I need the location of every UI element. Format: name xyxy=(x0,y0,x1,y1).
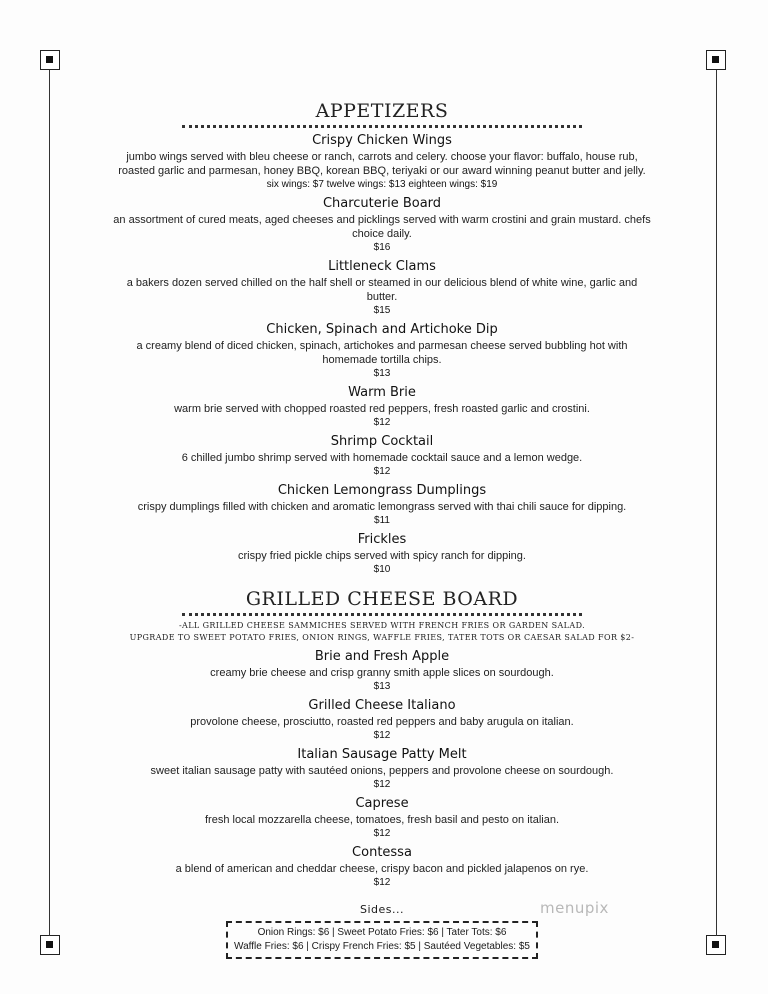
item-description: jumbo wings served with bleu cheese or ranch, carrots and celery. choose your flavor: buffalo, house rub, roasted garlic and parmesan, honey BBQ, korean BBQ, teriyaki or our award winning peanut butter and jelly. xyxy=(118,151,646,177)
watermark-logo: menupix xyxy=(540,899,609,917)
border-line-right xyxy=(716,70,717,936)
item-name: Contessa xyxy=(352,845,412,860)
sides-line: Waffle Fries: $6 | Crispy French Fries: $5 | Sautéed Vegetables: $5 xyxy=(234,941,530,952)
border-line-left xyxy=(49,70,50,936)
menu-item xyxy=(90,433,674,478)
menu-item xyxy=(90,795,674,840)
item-name: Littleneck Clams xyxy=(328,259,436,274)
item-description: a blend of american and cheddar cheese, crispy bacon and pickled jalapenos on rye. xyxy=(175,863,589,875)
item-name: Crispy Chicken Wings xyxy=(312,133,452,148)
corner-ornament-bottom-right xyxy=(706,935,726,955)
item-name: Shrimp Cocktail xyxy=(330,434,434,449)
item-description: provolone cheese, prosciutto, roasted red peppers and baby arugula on italian. xyxy=(190,716,574,728)
appetizers-title: APPETIZERS xyxy=(315,100,449,122)
item-description: crispy dumplings filled with chicken and aromatic lemongrass served with thai chili sauce for dipping. xyxy=(137,501,627,513)
item-price: $15 xyxy=(373,305,391,316)
item-name: Warm Brie xyxy=(348,385,416,400)
grilled-cheese-upgrade-note: UPGRADE TO SWEET POTATO FRIES, ONION RINGS, WAFFLE FRIES, TATER TOTS OR CAESAR SALAD FOR $2- xyxy=(129,633,635,642)
corner-ornament-top-right xyxy=(706,50,726,70)
item-price: $12 xyxy=(373,828,391,839)
item-description: 6 chilled jumbo shrimp served with homemade cocktail sauce and a lemon wedge. xyxy=(181,452,583,464)
item-description: fresh local mozzarella cheese, tomatoes, fresh basil and pesto on italian. xyxy=(204,814,560,826)
item-name: Chicken Lemongrass Dumplings xyxy=(277,483,487,498)
item-price: $12 xyxy=(373,417,391,428)
item-price: six wings: $7 twelve wings: $13 eighteen wings: $19 xyxy=(266,179,498,190)
corner-ornament-bottom-left xyxy=(40,935,60,955)
menu-item xyxy=(90,482,674,527)
item-price: $12 xyxy=(373,466,391,477)
menu-item xyxy=(90,746,674,791)
grilled-cheese-title: GRILLED CHEESE BOARD xyxy=(245,588,519,610)
item-description: a creamy blend of diced chicken, spinach, artichokes and parmesan cheese served bubbling hot with homemade tortilla chips. xyxy=(136,340,628,366)
menu-content xyxy=(90,100,674,959)
item-description: crispy fried pickle chips served with spicy ranch for dipping. xyxy=(238,550,526,562)
menu-item xyxy=(90,384,674,429)
item-price: $12 xyxy=(373,877,391,888)
sides-title: Sides... xyxy=(359,903,404,916)
dotted-divider xyxy=(182,610,582,616)
item-description: an assortment of cured meats, aged cheeses and picklings served with warm crostini and grain mustard. chefs choice daily. xyxy=(113,214,651,240)
item-name: Caprese xyxy=(355,796,409,811)
grilled-cheese-note: -ALL GRILLED CHEESE SAMMICHES SERVED WITH FRENCH FRIES OR GARDEN SALAD. xyxy=(178,621,586,630)
item-description: a bakers dozen served chilled on the half shell or steamed in our delicious blend of white wine, garlic and butter. xyxy=(126,277,638,303)
item-description: creamy brie cheese and crisp granny smith apple slices on sourdough. xyxy=(210,667,554,679)
item-name: Brie and Fresh Apple xyxy=(314,649,450,664)
item-price: $13 xyxy=(373,681,391,692)
menu-item xyxy=(90,321,674,380)
item-price: $10 xyxy=(373,564,391,575)
item-name: Italian Sausage Patty Melt xyxy=(297,747,467,762)
dotted-divider xyxy=(182,122,582,128)
menu-item xyxy=(90,844,674,889)
menu-item xyxy=(90,195,674,254)
item-description: warm brie served with chopped roasted red peppers, fresh roasted garlic and crostini. xyxy=(174,403,590,415)
item-price: $11 xyxy=(374,515,390,526)
item-price: $13 xyxy=(373,368,391,379)
menu-item xyxy=(90,648,674,693)
menu-item xyxy=(90,531,674,576)
item-price: $12 xyxy=(373,779,391,790)
item-name: Frickles xyxy=(357,532,407,547)
item-description: sweet italian sausage patty with sautéed onions, peppers and provolone cheese on sourdough. xyxy=(150,765,614,777)
menu-item xyxy=(90,132,674,191)
corner-ornament-top-left xyxy=(40,50,60,70)
item-price: $12 xyxy=(373,730,391,741)
sides-line: Onion Rings: $6 | Sweet Potato Fries: $6 | Tater Tots: $6 xyxy=(257,927,507,938)
menu-item xyxy=(90,697,674,742)
item-name: Charcuterie Board xyxy=(322,196,442,211)
sides-box xyxy=(226,921,538,959)
item-name: Chicken, Spinach and Artichoke Dip xyxy=(266,322,498,337)
item-name: Grilled Cheese Italiano xyxy=(308,698,456,713)
menu-item xyxy=(90,258,674,317)
item-price: $16 xyxy=(373,242,391,253)
